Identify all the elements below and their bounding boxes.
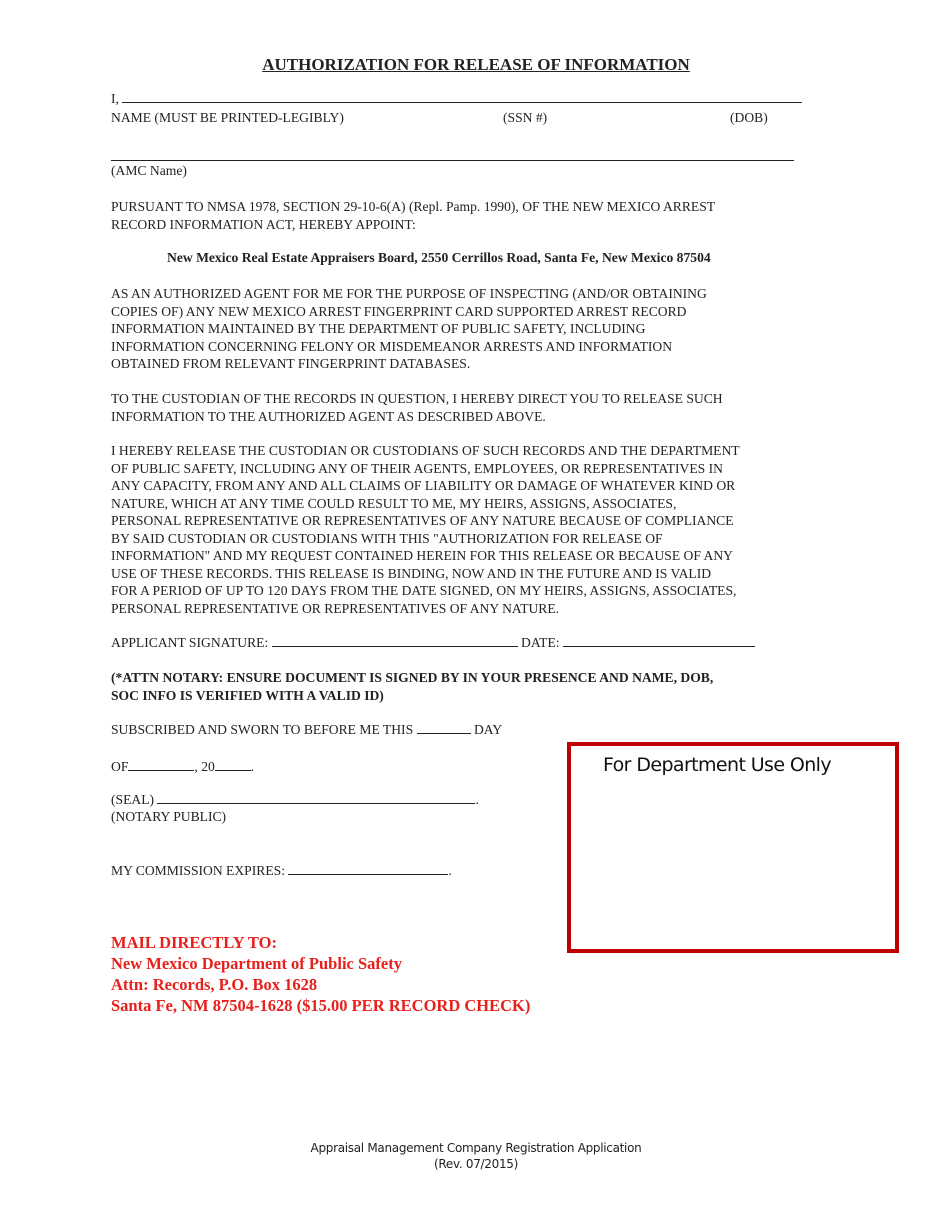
sworn-day-label: DAY (473, 722, 503, 737)
appointee: New Mexico Real Estate Appraisers Board, 2550 Cerrillos Road, Santa Fe, New Mexico 87504 (167, 250, 711, 265)
name-label: NAME (MUST BE PRINTED-LEGIBLY) (111, 110, 344, 125)
agent-paragraph (111, 285, 707, 373)
text-line: INFORMATION MAINTAINED BY THE DEPARTMENT OF PUBLIC SAFETY, INCLUDING (111, 321, 646, 336)
month-field[interactable] (128, 758, 194, 771)
seal-row (111, 791, 479, 808)
amc-name-field[interactable] (111, 148, 794, 161)
text-line: PERSONAL REPRESENTATIVE OR REPRESENTATIVES OF ANY NATURE BECAUSE OF COMPLIANCE (111, 513, 734, 528)
notary-note (111, 669, 713, 704)
text-line: (*ATTN NOTARY: ENSURE DOCUMENT IS SIGNED BY IN YOUR PRESENCE AND NAME, DOB, (111, 670, 714, 685)
mail-heading: MAIL DIRECTLY TO: (111, 933, 277, 952)
text-line: I HEREBY RELEASE THE CUSTODIAN OR CUSTODIANS OF SUCH RECORDS AND THE DEPARTMENT (111, 443, 740, 458)
text-line: INFORMATION TO THE AUTHORIZED AGENT AS DESCRIBED ABOVE. (111, 408, 546, 424)
text-line: OF PUBLIC SAFETY, INCLUDING ANY OF THEIR AGENTS, EMPLOYEES, OR REPRESENTATIVES IN (111, 460, 723, 476)
sworn-label: SUBSCRIBED AND SWORN TO BEFORE ME THIS (111, 722, 414, 737)
custodian-paragraph (111, 390, 723, 425)
commission-label: MY COMMISSION EXPIRES: (111, 863, 285, 878)
signature-label: APPLICANT SIGNATURE: (111, 635, 269, 650)
text-line: USE OF THESE RECORDS. THIS RELEASE IS BINDING, NOW AND IN THE FUTURE AND IS VALID (111, 565, 712, 581)
notary-signature-field[interactable] (157, 791, 475, 804)
year-field[interactable] (215, 758, 251, 771)
date-label: DATE: (521, 635, 560, 650)
text-line: ANY CAPACITY, FROM ANY AND ALL CLAIMS OF LIABILITY OR DAMAGE OF WHATEVER KIND OR (111, 478, 736, 493)
text-line: INFORMATION" AND MY REQUEST CONTAINED HEREIN FOR THIS RELEASE OR BECAUSE OF ANY (111, 548, 733, 563)
text-line: FOR A PERIOD OF UP TO 120 DAYS FROM THE DATE SIGNED, ON MY HEIRS, ASSIGNS, ASSOCIATES, (111, 583, 737, 598)
page-title: AUTHORIZATION FOR RELEASE OF INFORMATION (262, 55, 690, 74)
of-row (111, 758, 254, 775)
ssn-label: (SSN #) (503, 110, 548, 125)
of-end: . (250, 759, 255, 774)
release-paragraph (111, 442, 740, 617)
dob-label: (DOB) (730, 110, 768, 125)
text-line: PERSONAL REPRESENTATIVE OR REPRESENTATIVES OF ANY NATURE. (111, 600, 560, 616)
seal-end: . (475, 792, 479, 807)
mail-line: Attn: Records, P.O. Box 1628 (111, 975, 318, 994)
text-line: COPIES OF) ANY NEW MEXICO ARREST FINGERPRINT CARD SUPPORTED ARREST RECORD (111, 303, 687, 319)
text-line: RECORD INFORMATION ACT, HEREBY APPOINT: (111, 216, 416, 232)
mail-line: New Mexico Department of Public Safety (111, 954, 402, 973)
amc-name-label: (AMC Name) (111, 163, 187, 178)
text-line: TO THE CUSTODIAN OF THE RECORDS IN QUESTION, I HEREBY DIRECT YOU TO RELEASE SUCH (111, 391, 723, 406)
mail-line: Santa Fe, NM 87504-1628 ($15.00 PER RECORD CHECK) (111, 996, 531, 1015)
name-field[interactable] (122, 90, 802, 103)
of-label: OF (111, 759, 129, 774)
text-line: INFORMATION CONCERNING FELONY OR MISDEMEANOR ARRESTS AND INFORMATION (111, 338, 673, 354)
commission-end: . (448, 863, 452, 878)
notary-public-label: (NOTARY PUBLIC) (111, 809, 227, 824)
name-prefix: I, (111, 91, 119, 106)
signature-field[interactable] (272, 634, 518, 647)
department-use-box (567, 742, 899, 953)
footer-title: Appraisal Management Company Registration Application (310, 1141, 642, 1155)
commission-field[interactable] (288, 862, 448, 875)
text-line: SOC INFO IS VERIFIED WITH A VALID ID) (111, 687, 384, 703)
mail-address (111, 932, 530, 1016)
text-line: AS AN AUTHORIZED AGENT FOR ME FOR THE PURPOSE OF INSPECTING (AND/OR OBTAINING (111, 286, 707, 301)
text-line: OBTAINED FROM RELEVANT FINGERPRINT DATABASES. (111, 356, 471, 371)
text-line: BY SAID CUSTODIAN OR CUSTODIANS WITH THIS "AUTHORIZATION FOR RELEASE OF (111, 530, 663, 546)
sworn-day-field[interactable] (417, 721, 471, 734)
footer-revision: (Rev. 07/2015) (434, 1157, 518, 1171)
text-line: NATURE, WHICH AT ANY TIME COULD RESULT TO ME, MY HEIRS, ASSIGNS, ASSOCIATES, (111, 495, 677, 511)
year-prefix: , 20 (194, 759, 215, 774)
name-line (111, 90, 802, 107)
date-field[interactable] (563, 634, 755, 647)
text-line: PURSUANT TO NMSA 1978, SECTION 29-10-6(A) (Repl. Pamp. 1990), OF THE NEW MEXICO ARREST (111, 199, 716, 214)
sworn-row (111, 721, 502, 738)
commission-row (111, 862, 452, 879)
seal-label: (SEAL) (111, 792, 155, 807)
department-use-label: For Department Use Only (603, 754, 831, 776)
pursuant-paragraph (111, 198, 715, 233)
signature-row (111, 634, 755, 651)
